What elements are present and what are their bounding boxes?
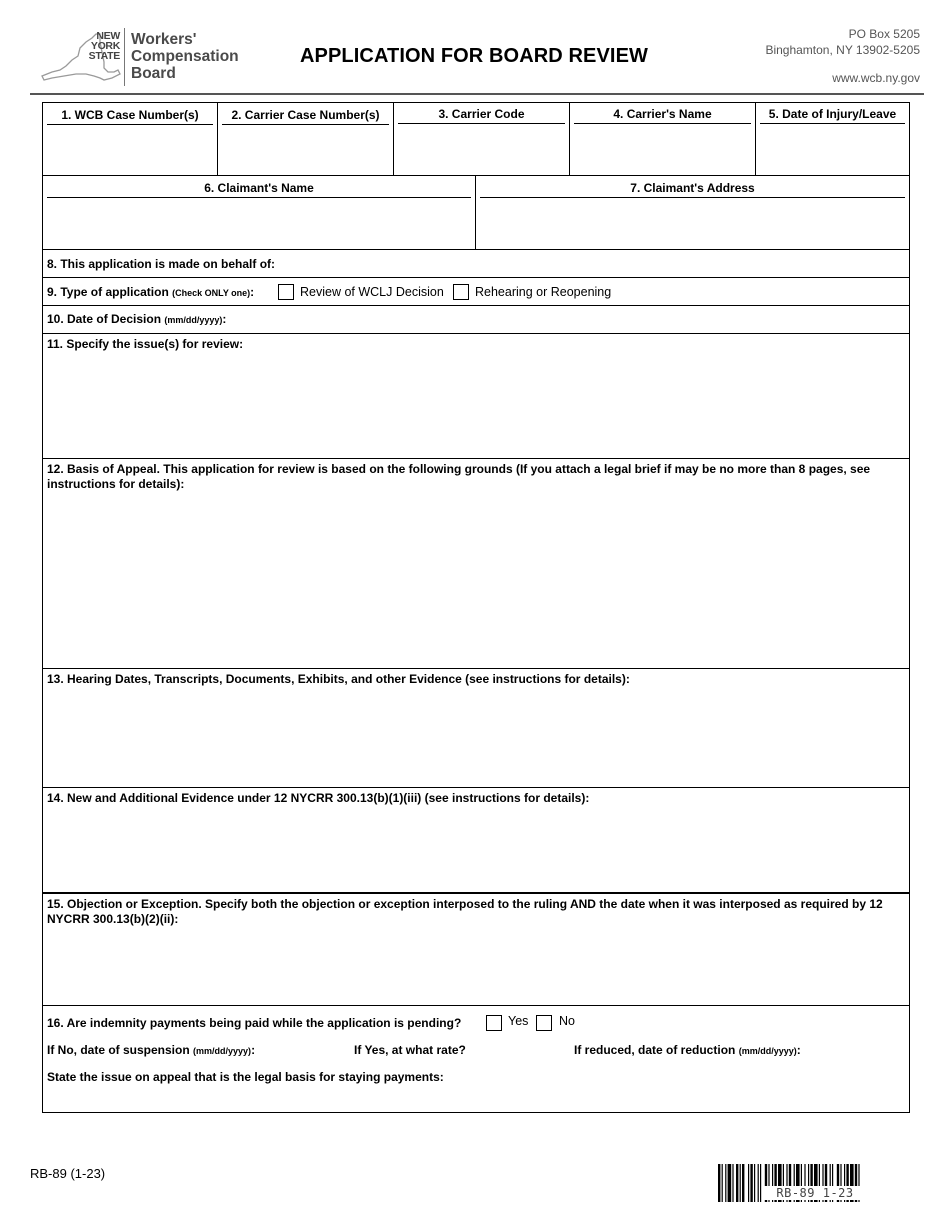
form-id: RB-89 (1-23) — [30, 1166, 106, 1181]
field-label: 1. WCB Case Number(s) — [47, 108, 213, 125]
field-label-text: 9. Type of application — [47, 285, 169, 299]
issues-for-review-field[interactable] — [43, 334, 909, 459]
mailing-address — [765, 26, 920, 86]
claimant-row — [43, 176, 909, 250]
barcode-bar — [728, 1164, 732, 1202]
payment-rate-field[interactable]: If Yes, at what rate? — [354, 1043, 466, 1057]
field-label: 4. Carrier's Name — [574, 107, 751, 124]
barcode-bar — [740, 1164, 741, 1202]
barcode-bar — [718, 1164, 720, 1202]
website-link[interactable]: www.wcb.ny.gov — [832, 71, 920, 85]
field-label: 8. This application is made on behalf of: — [47, 257, 276, 271]
logo-line: YORK — [90, 40, 120, 52]
logo-line: Board — [131, 65, 176, 82]
field-label: 3. Carrier Code — [398, 107, 565, 124]
field-label-text: 10. Date of Decision — [47, 312, 162, 326]
suspension-date-field[interactable]: If No, date of suspension (mm/dd/yyyy): — [47, 1043, 256, 1057]
field-label: 9. Type of application (Check ONLY one): — [47, 285, 255, 299]
indemnity-payments-section — [43, 1006, 909, 1112]
field-label: 2. Carrier Case Number(s) — [222, 108, 389, 125]
barcode-bar — [750, 1164, 752, 1202]
application-form — [42, 102, 910, 1113]
logo-line: Workers' — [131, 31, 197, 48]
carrier-code-field[interactable] — [394, 103, 570, 175]
field-label: 11. Specify the issue(s) for review: — [47, 337, 244, 351]
review-wclj-checkbox[interactable] — [278, 284, 294, 300]
rehearing-checkbox[interactable] — [453, 284, 469, 300]
new-evidence-field[interactable] — [43, 788, 909, 894]
date-of-injury-field[interactable] — [756, 103, 909, 175]
payments-no-label: No — [559, 1014, 575, 1028]
logo-line: NEW — [96, 30, 120, 42]
field-label: 13. Hearing Dates, Transcripts, Documents, Exhibits, and other Evidence (see instructions for details): — [47, 672, 630, 686]
address-line-2: Binghamton, NY 13902-5205 — [765, 43, 920, 57]
field-note: (mm/dd/yyyy) — [193, 1046, 252, 1056]
barcode-bar — [748, 1164, 749, 1202]
address-line-1: PO Box 5205 — [848, 27, 920, 41]
payments-yes-checkbox[interactable] — [486, 1015, 502, 1031]
carrier-case-number-field[interactable] — [218, 103, 394, 175]
stay-payment-basis-field[interactable]: State the issue on appeal that is the legal basis for staying payments: — [47, 1070, 444, 1084]
field-label: 7. Claimant's Address — [480, 181, 905, 198]
barcode — [718, 1164, 910, 1202]
field-note: (mm/dd/yyyy) — [738, 1046, 797, 1056]
date-of-decision-field[interactable] — [43, 306, 909, 334]
field-note: (mm/dd/yyyy) — [164, 315, 223, 325]
field-label: 15. Objection or Exception. Specify both the objection or exception interposed to the ruling AND the date when it was interposed as required by 12 NYCRR 300.13(b)(2)(ii): — [47, 897, 883, 926]
objection-exception-field[interactable] — [43, 894, 909, 1006]
barcode-bar — [732, 1164, 733, 1202]
claimant-address-field[interactable] — [476, 176, 909, 249]
board-wordmark — [131, 31, 239, 82]
wcb-logo — [30, 26, 240, 90]
rehearing-label: Rehearing or Reopening — [475, 285, 612, 299]
reduction-date-field[interactable]: If reduced, date of reduction (mm/dd/yyyy): — [574, 1043, 801, 1057]
barcode-bar — [760, 1164, 761, 1202]
field-label: 16. Are indemnity payments being paid while the application is pending? — [47, 1016, 462, 1030]
barcode-bar — [758, 1164, 759, 1202]
case-info-row — [43, 103, 909, 176]
field-label: 5. Date of Injury/Leave — [760, 107, 905, 124]
payments-no-checkbox[interactable] — [536, 1015, 552, 1031]
hearing-evidence-field[interactable] — [43, 669, 909, 788]
barcode-bar — [736, 1164, 738, 1202]
on-behalf-of-field[interactable] — [43, 250, 909, 278]
field-label: 6. Claimant's Name — [47, 181, 471, 198]
barcode-bar — [742, 1164, 744, 1202]
page-title: APPLICATION FOR BOARD REVIEW — [300, 45, 648, 67]
field-label: 12. Basis of Appeal. This application for review is based on the following grounds (If you attach a legal brief if may be no more than 8 pages, see instructions for details): — [47, 462, 871, 491]
payments-yes-label: Yes — [508, 1014, 529, 1028]
field-label: 10. Date of Decision (mm/dd/yyyy): — [47, 312, 227, 326]
header-divider — [30, 93, 924, 95]
wcb-case-number-field[interactable] — [43, 103, 218, 175]
logo-divider — [124, 28, 125, 86]
logo-line: Compensation — [131, 48, 239, 65]
field-label-text: If No, date of suspension — [47, 1043, 190, 1057]
barcode-bar — [754, 1164, 755, 1202]
barcode-bar — [725, 1164, 726, 1202]
logo-line: STATE — [88, 50, 120, 62]
carrier-name-field[interactable] — [570, 103, 756, 175]
barcode-bar — [722, 1164, 723, 1202]
review-wclj-label: Review of WCLJ Decision — [300, 285, 444, 299]
basis-of-appeal-field[interactable] — [43, 459, 909, 669]
field-label: 14. New and Additional Evidence under 12 NYCRR 300.13(b)(1)(iii) (see instructions for details): — [47, 791, 590, 805]
application-type-row — [43, 278, 909, 306]
claimant-name-field[interactable] — [43, 176, 476, 249]
new-york-state-wordmark — [86, 31, 120, 61]
barcode-text: RB-89 1-23 — [764, 1186, 866, 1200]
field-label-text: If reduced, date of reduction — [574, 1043, 736, 1057]
field-note: (Check ONLY one) — [172, 288, 251, 298]
